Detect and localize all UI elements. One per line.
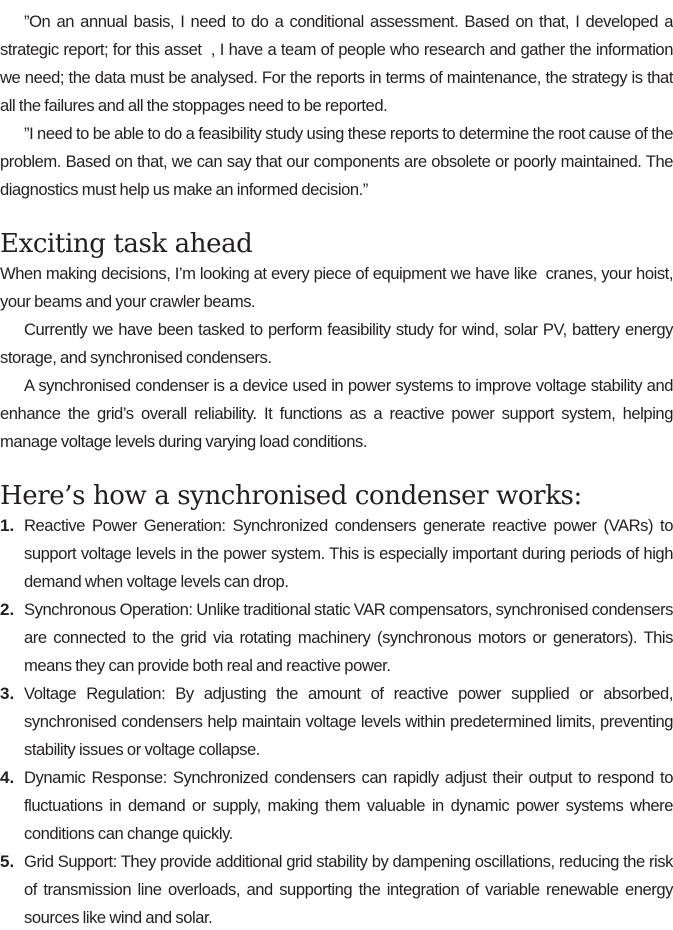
list-item-text: Voltage Regulation: By adjusting the amount of reactive power supplied or absorbed, synchronised condensers help maintain voltage levels within predetermined limits, preventing stability issues or voltage collapse. bbox=[24, 684, 673, 759]
quote-paragraph-1: ”On an annual basis, I need to do a conditional assessment. Based on that, I developed a strategic report; for this asset , I have a team of people who research and gather the information we need; the data must be analysed. For the reports in terms of maintenance, the strategy is that all the failures and all the stoppages need to be reported. bbox=[0, 12, 673, 115]
condenser-steps-list bbox=[0, 512, 673, 930]
list-item bbox=[0, 680, 673, 764]
list-item bbox=[0, 512, 673, 596]
list-item-text: Dynamic Response: Synchronized condensers can rapidly adjust their output to respond to fluctuations in demand or supply, making them valuable in dynamic power systems where conditions can change quickly. bbox=[24, 768, 673, 843]
list-item-number: 4. bbox=[0, 768, 15, 787]
list-item bbox=[0, 848, 673, 930]
list-item-text: Synchronous Operation: Unlike traditional static VAR compensators, synchronised condensers are connected to the grid via rotating machinery (synchronous motors or generators). This means they can provide both real and reactive power. bbox=[24, 600, 673, 675]
section-heading-how-it-works: Here’s how a synchronised condenser works: bbox=[0, 481, 582, 511]
list-item-number: 1. bbox=[0, 516, 15, 535]
section1-paragraph-1: When making decisions, I’m looking at every piece of equipment we have like cranes, your hoist, your beams and your crawler beams. bbox=[0, 264, 673, 311]
section-heading-exciting-task: Exciting task ahead bbox=[0, 229, 253, 259]
section1-paragraph-2: Currently we have been tasked to perform feasibility study for wind, solar PV, battery energy storage, and synchronised condensers. bbox=[0, 320, 673, 367]
list-item-number: 3. bbox=[0, 684, 15, 703]
list-item-number: 2. bbox=[0, 600, 15, 619]
list-item-text: Reactive Power Generation: Synchronized condensers generate reactive power (VARs) to support voltage levels in the power system. This is especially important during periods of high demand when voltage levels can drop. bbox=[24, 516, 673, 591]
section1-paragraph-3: A synchronised condenser is a device used in power systems to improve voltage stability and enhance the grid’s overall reliability. It functions as a reactive power support system, helping manage voltage levels during varying load conditions. bbox=[0, 376, 673, 451]
list-item-text: Grid Support: They provide additional grid stability by dampening oscillations, reducing the risk of transmission line overloads, and supporting the integration of variable renewable energy sources like wind and solar. bbox=[24, 852, 673, 927]
list-item bbox=[0, 764, 673, 848]
list-item-number: 5. bbox=[0, 852, 15, 871]
quote-paragraph-2: ”I need to be able to do a feasibility study using these reports to determine the root cause of the problem. Based on that, we can say that our components are obsolete or poorly maintained. The diagnostics must help us make an informed decision.” bbox=[0, 124, 673, 199]
list-item bbox=[0, 596, 673, 680]
